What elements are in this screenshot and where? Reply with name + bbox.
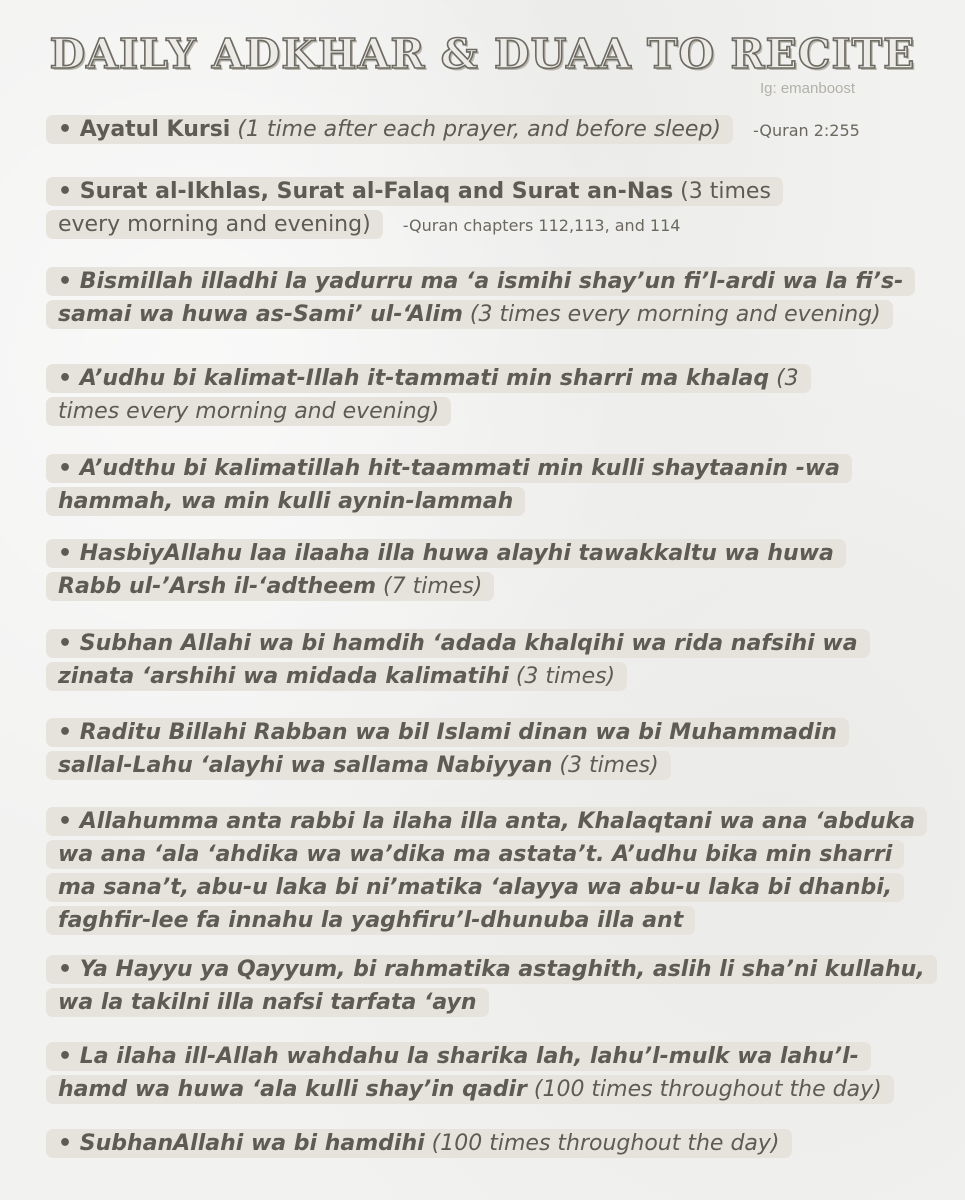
item-bullet: • bbox=[58, 456, 80, 481]
item-text: Ya Hayyu ya Qayyum, bi rahmatika astaghith, aslih li sha’ni kullahu, wa la takilni illa nafsi tarfata ‘ayn bbox=[58, 957, 925, 1015]
item-bullet: • bbox=[58, 179, 80, 204]
item-note: (1 time after each prayer, and before sleep) bbox=[230, 117, 722, 142]
adhkar-item-audthu-taammati bbox=[46, 452, 866, 518]
item-text: SubhanAllahi wa bi hamdihi bbox=[79, 1131, 425, 1156]
adhkar-item-sayyid-al-istighfar bbox=[46, 805, 926, 937]
item-highlight bbox=[46, 1129, 792, 1158]
item-note: (3 times) bbox=[508, 664, 616, 689]
adhkar-item-ya-hayyu bbox=[46, 953, 926, 1019]
item-bullet: • bbox=[58, 541, 80, 566]
page-title: DAILY ADKHAR & DUAA TO RECITE bbox=[49, 30, 916, 78]
adhkar-item-subhan-allahi-adada bbox=[46, 627, 866, 693]
item-text: La ilaha ill-Allah wahdahu la sharika lah, lahu’l-mulk wa lahu’l-hamd wa huwa ‘ala kulli shay’in qadir bbox=[58, 1044, 859, 1102]
item-text: Surat al-Ikhlas, Surat al-Falaq and Surat an-Nas bbox=[79, 179, 674, 204]
item-highlight bbox=[46, 1042, 894, 1104]
instagram-handle: Ig: emanboost bbox=[760, 80, 856, 97]
item-text: Bismillah illadhi la yadurru ma ‘a ismihi shay’un fi’l-ardi wa la fi’s-samai wa huwa as-Sami’ ul-‘Alim bbox=[58, 269, 904, 327]
item-highlight bbox=[46, 807, 927, 935]
item-source: -Quran 2:255 bbox=[753, 121, 860, 140]
item-highlight bbox=[46, 454, 852, 516]
item-bullet: • bbox=[58, 366, 80, 391]
item-bullet: • bbox=[58, 1044, 80, 1069]
item-bullet: • bbox=[58, 720, 80, 745]
adhkar-item-audhu-kalimat bbox=[46, 362, 866, 428]
item-bullet: • bbox=[58, 957, 80, 982]
item-highlight bbox=[46, 718, 849, 780]
item-bullet: • bbox=[58, 809, 80, 834]
adhkar-item-bismillah bbox=[46, 265, 916, 331]
item-note: (100 times throughout the day) bbox=[526, 1077, 882, 1102]
item-highlight bbox=[46, 955, 937, 1017]
item-bullet: • bbox=[58, 117, 80, 142]
adhkar-item-raditu-billahi bbox=[46, 716, 866, 782]
item-note: (3 times) bbox=[552, 753, 659, 778]
item-highlight bbox=[46, 115, 733, 144]
item-highlight bbox=[46, 539, 846, 601]
item-text: Ayatul Kursi bbox=[79, 117, 231, 142]
item-bullet: • bbox=[58, 269, 80, 294]
adhkar-item-la-ilaha-illallah bbox=[46, 1040, 926, 1106]
adhkar-item-three-quls bbox=[46, 175, 836, 242]
item-note: (100 times throughout the day) bbox=[424, 1131, 780, 1156]
item-note: (3 times every morning and evening) bbox=[58, 179, 771, 237]
item-bullet: • bbox=[58, 1131, 80, 1156]
item-text: A’udthu bi kalimatillah hit-taammati min kulli shaytaanin -wa hammah, wa min kulli aynin-lammah bbox=[58, 456, 841, 514]
item-note: (3 times every morning and evening) bbox=[58, 366, 799, 424]
item-note: (3 times every morning and evening) bbox=[462, 302, 881, 327]
adhkar-item-hasbiyallahu bbox=[46, 537, 866, 603]
item-highlight bbox=[46, 364, 811, 426]
item-source: -Quran chapters 112,113, and 114 bbox=[402, 216, 681, 235]
item-text: HasbiyAllahu laa ilaaha illa huwa alayhi tawakkaltu wa huwa Rabb ul-’Arsh il-‘adtheem bbox=[58, 541, 834, 599]
item-highlight bbox=[46, 267, 915, 329]
item-text: Allahumma anta rabbi la ilaha illa anta, Khalaqtani wa ana ‘abduka wa ana ‘ala ‘ahdika wa wa’dika ma astata’t. A’udhu bika min sharri ma sana’t, abu-u laka bi ni’matika ‘alayya wa abu-u laka bi dhanbi, faghfir-lee fa innahu la yaghfiru’l-dhunuba illa ant bbox=[58, 809, 916, 933]
adhkar-item-subhanallahi-wa-bihamdihi bbox=[46, 1127, 926, 1160]
item-note: (7 times) bbox=[376, 574, 483, 599]
item-text: A’udhu bi kalimat-Illah it-tammati min sharri ma khalaq bbox=[79, 366, 770, 391]
item-text: Raditu Billahi Rabban wa bil Islami dinan wa bi Muhammadin sallal-Lahu ‘alayhi wa sallama Nabiyyan bbox=[58, 720, 837, 778]
adhkar-item-ayatul-kursi bbox=[46, 113, 926, 147]
item-text: Subhan Allahi wa bi hamdih ‘adada khalqihi wa rida nafsihi wa zinata ‘arshihi wa midada kalimatihi bbox=[58, 631, 858, 689]
item-bullet: • bbox=[58, 631, 80, 656]
item-highlight bbox=[46, 629, 870, 691]
